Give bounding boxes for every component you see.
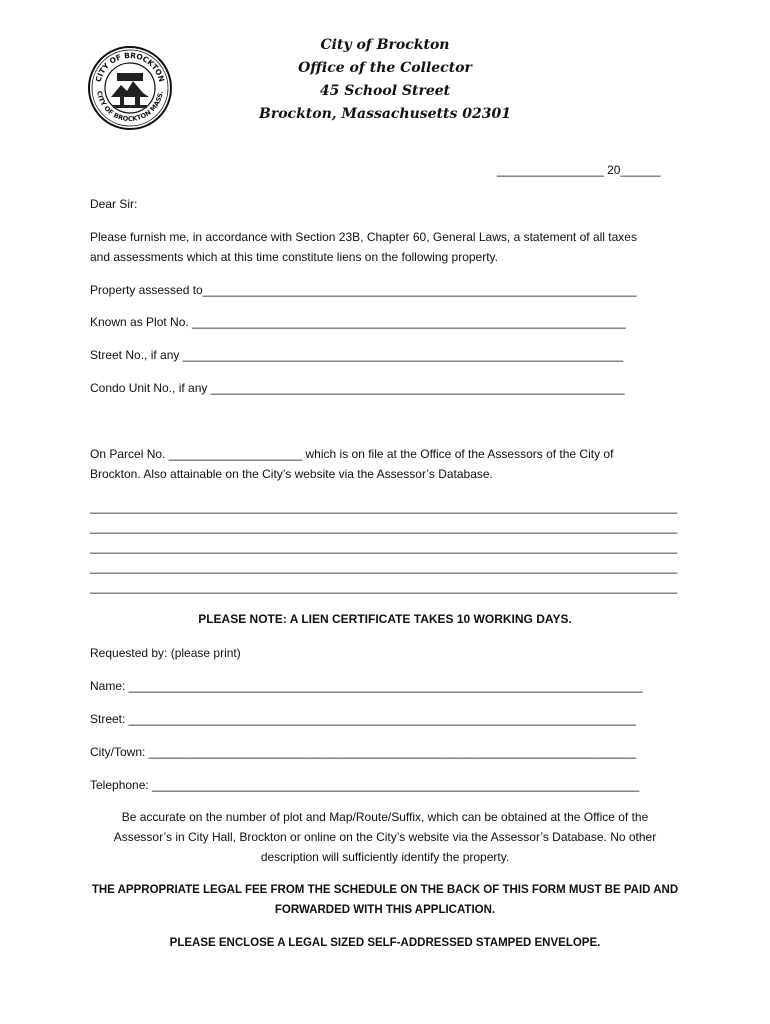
seal-text-top: CITY OF BROCKTON xyxy=(93,50,167,83)
header-office: Office of the Collector xyxy=(298,60,472,76)
header-street: 45 School Street xyxy=(319,83,451,99)
intro-line-1: Please furnish me, in accordance with Section 23B, Chapter 60, General Laws, a statement of all taxes xyxy=(90,230,637,244)
requested-by-label: Requested by: (please print) xyxy=(90,646,241,660)
accuracy-line-2: Assessor’s in City Hall, Brockton or online on the City’s website via the Assessor’s Database. No other xyxy=(113,830,657,844)
salutation: Dear Sir: xyxy=(90,197,138,211)
header-city-state-zip: Brockton, Massachusetts 02301 xyxy=(259,106,511,122)
parcel-line-2: Brockton. Also attainable on the City’s website via the Assessor’s Database. xyxy=(90,467,493,481)
city-town-field[interactable]: City/Town: _________________________________________________________________________ xyxy=(90,745,636,759)
accuracy-line-1: Be accurate on the number of plot and Map/Route/Suffix, which can be obtained at the Office of the xyxy=(121,810,649,824)
fee-notice-line-1: THE APPROPRIATE LEGAL FEE FROM THE SCHEDULE ON THE BACK OF THIS FORM MUST BE PAID AND xyxy=(91,884,679,896)
name-field[interactable]: Name: _____________________________________________________________________________ xyxy=(90,679,643,693)
property-assessed-field[interactable]: Property assessed to_________________________________________________________________ xyxy=(90,283,637,297)
date-line[interactable]: ________________ 20______ xyxy=(497,163,661,177)
condo-unit-field[interactable]: Condo Unit No., if any ______________________________________________________________ xyxy=(90,381,625,395)
header-city: City of Brockton xyxy=(320,37,450,53)
street-no-field[interactable]: Street No., if any __________________________________________________________________ xyxy=(90,348,624,362)
envelope-notice: PLEASE ENCLOSE A LEGAL SIZED SELF-ADDRESSED STAMPED ENVELOPE. xyxy=(169,937,601,949)
blank-line[interactable]: ________________________________________________________________________________________ xyxy=(90,540,678,554)
blank-line[interactable]: ________________________________________________________________________________________ xyxy=(90,560,678,574)
plot-no-field[interactable]: Known as Plot No. _________________________________________________________________ xyxy=(90,315,626,329)
street-field[interactable]: Street: ____________________________________________________________________________ xyxy=(90,712,636,726)
processing-time-note: PLEASE NOTE: A LIEN CERTIFICATE TAKES 10 WORKING DAYS. xyxy=(198,612,572,626)
intro-line-2: and assessments which at this time constitute liens on the following property. xyxy=(90,250,498,264)
accuracy-line-3: description will sufficiently identify the property. xyxy=(260,850,510,864)
parcel-line-1[interactable]: On Parcel No. ____________________ which is on file at the Office of the Assessors of the City of xyxy=(90,447,614,461)
telephone-field[interactable]: Telephone: _________________________________________________________________________ xyxy=(90,778,640,792)
blank-line[interactable]: ________________________________________________________________________________________ xyxy=(90,520,678,534)
office-header xyxy=(0,34,770,126)
blank-line[interactable]: ________________________________________________________________________________________ xyxy=(90,500,678,514)
blank-line[interactable]: ________________________________________________________________________________________ xyxy=(90,580,678,594)
seal-text-bottom: CITY OF BROCKTON MASS. xyxy=(95,90,165,124)
fee-notice-line-2: FORWARDED WITH THIS APPLICATION. xyxy=(274,904,496,916)
